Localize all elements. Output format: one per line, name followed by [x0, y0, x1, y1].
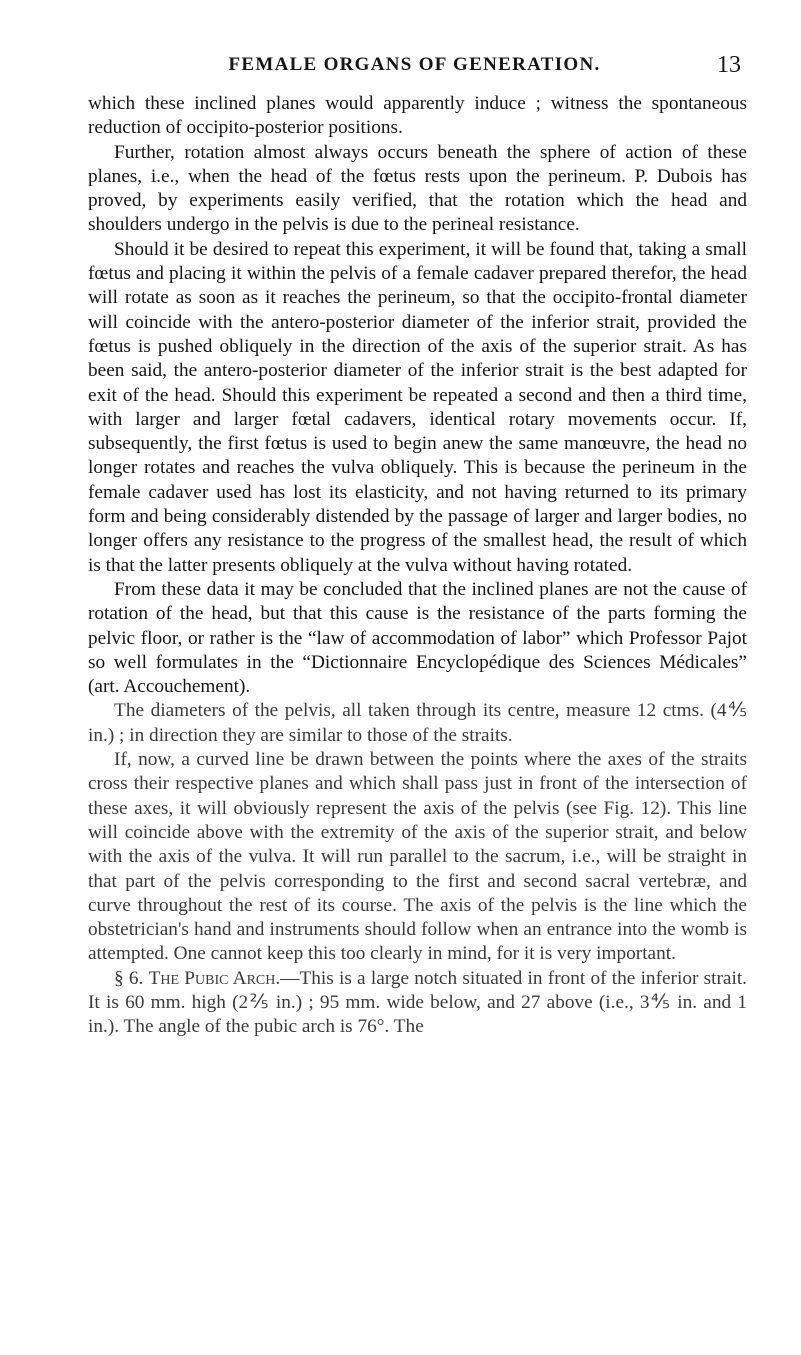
section-title: The Pubic Arch. [148, 967, 281, 989]
paragraph-section-6 [88, 967, 747, 1040]
page-number: 13 [717, 52, 741, 78]
paragraph: Further, rotation almost always occurs beneath the sphere of action of these planes, i.e., when the head of the fœtus rests upon the perineum. P. Dubois has proved, by experiments easily verified, that the rotation which the head and shoulders undergo in the pelvis is due to the perineal resistance. [88, 141, 747, 236]
paragraph: The diameters of the pelvis, all taken through its centre, measure 12 ctms. (4⅘ in.) ; in direction they are similar to those of the straits. [88, 700, 747, 746]
paragraph: From these data it may be concluded that the inclined planes are not the cause of rotation of the head, but that this cause is the resistance of the parts forming the pelvic floor, or rather is the “law of accommodation of labor” which Professor Pajot so well formulates in the “Dictionnaire Encyclopédique des Sciences Médicales” (art. Accouchement). [88, 578, 747, 698]
paragraph: which these inclined planes would apparently induce ; witness the spontaneous reduction of occipito-posterior positions. [88, 93, 747, 139]
paragraph: If, now, a curved line be drawn between the points where the axes of the straits cross their respective planes and which shall pass just in front of the intersection of these axes, it will obviously represent the axis of the pelvis (see Fig. 12). This line will coincide above with the extremity of the axis of the superior strait, and below with the axis of the vulva. It will run parallel to the sacrum, i.e., will be straight in that part of the pelvis corresponding to the first and second sacral vertebræ, and curve throughout the rest of its course. The axis of the pelvis is the line which the obstetrician's hand and instruments should follow when an entrance into the womb is attempted. One cannot keep this too clearly in mind, for it is very important. [88, 749, 747, 965]
section-mark: § 6. [114, 967, 144, 989]
paragraph: Should it be desired to repeat this experiment, it will be found that, taking a small fœtus and placing it within the pelvis of a female cadaver prepared therefor, the head will rotate as soon as it reaches the perineum, so that the occipito-frontal diameter will coincide with the antero-posterior diameter of the inferior strait, provided the fœtus is pushed obliquely in the direction of the axis of the superior strait. As has been said, the antero-posterior diameter of the inferior strait is the best adapted for exit of the head. Should this experiment be repeated a second and then a third time, with larger and larger fœtal cadavers, identical rotary movements occur. If, subsequently, the first fœtus is used to begin anew the same manœuvre, the head no longer rotates and reaches the vulva obliquely. This is because the perineum in the female cadaver used has lost its elasticity, and not having returned to its primary form and being considerably distended by the passage of larger and larger bodies, no longer offers any resistance to the progress of the smallest head, the result of which is that the latter presents obliquely at the vulva without having rotated. [88, 238, 747, 576]
running-title: FEMALE ORGANS OF GENERATION. [228, 54, 601, 75]
section-text: —This is a large notch situated in front of the inferior strait. It is 60 mm. high (2⅖ in.) ; 95 mm. wide below, and 27 above (i.e., 3⅘ in. and 1 in.). The angle of the pubic arch is 76°. The [88, 967, 747, 1038]
body-text [88, 92, 747, 1040]
running-header [88, 52, 741, 82]
